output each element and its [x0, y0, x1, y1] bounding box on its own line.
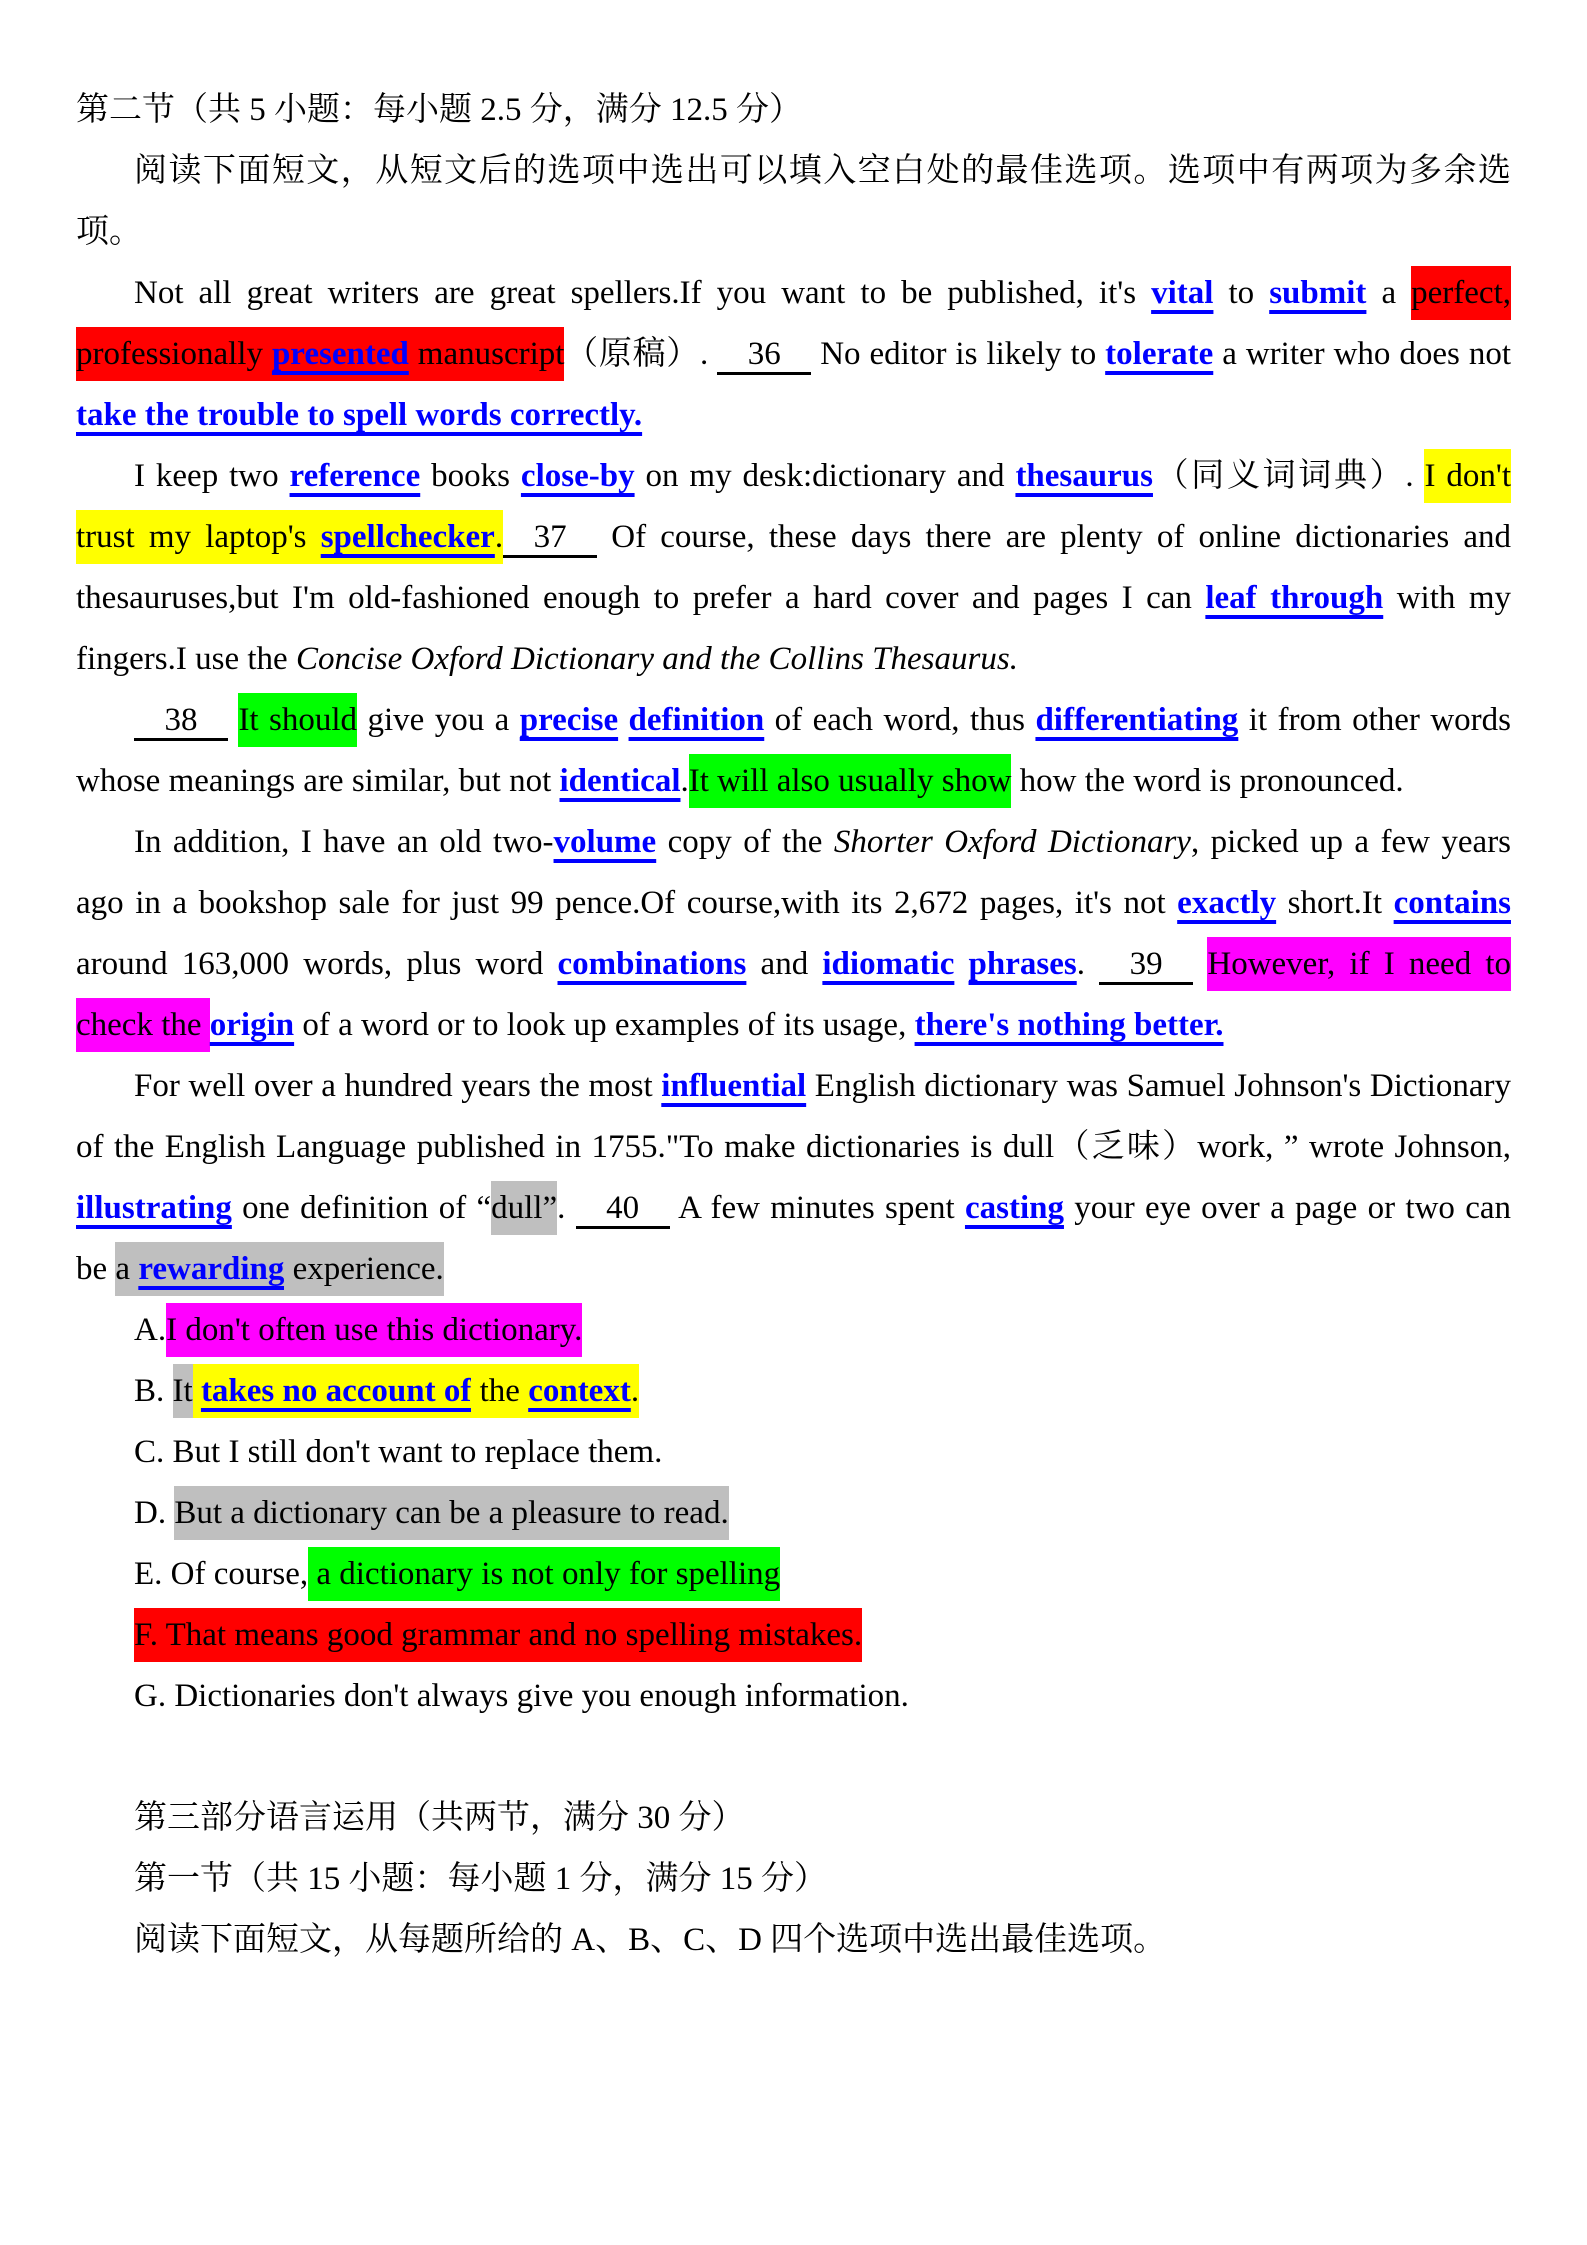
text-run: F. That means good grammar and no spelling mistakes.	[134, 1608, 862, 1662]
text-run: a	[115, 1242, 138, 1296]
text-run: D.	[134, 1495, 175, 1531]
text-run: （原稿）.	[564, 336, 718, 372]
section-2-heading	[76, 80, 1511, 141]
text-run: But a dictionary can be a pleasure to read.	[174, 1486, 728, 1540]
text-run: how the word is pronounced.	[1011, 763, 1404, 799]
text-run: It should	[238, 693, 357, 747]
text-run: B.	[134, 1373, 173, 1409]
option-d	[76, 1483, 1511, 1544]
option-g	[76, 1666, 1511, 1727]
text-run: G. Dictionaries don't always give you enough information.	[134, 1678, 909, 1714]
text-run: 第二节（共 5 小题：每小题 2.5 分，满分 12.5 分）	[76, 92, 802, 128]
text-run: tolerate	[1105, 336, 1214, 372]
passage-para-3	[76, 690, 1511, 812]
text-run: there's nothing better.	[914, 1007, 1224, 1043]
option-f	[76, 1605, 1511, 1666]
text-run: books	[420, 458, 521, 494]
text-run: takes no account of	[201, 1364, 471, 1418]
answer-blank-40: 40	[576, 1191, 670, 1229]
text-run: A.	[134, 1312, 167, 1348]
section-2-instructions	[76, 141, 1511, 263]
answer-blank-37: 37	[503, 520, 597, 558]
text-run: rewarding	[138, 1242, 284, 1296]
text-run: Shorter Oxford Dictionary	[833, 824, 1191, 860]
text-run: a dictionary is not only for spelling	[308, 1547, 780, 1601]
text-run: 第三部分语言运用（共两节，满分 30 分）	[134, 1800, 745, 1836]
option-a	[76, 1300, 1511, 1361]
text-run: origin	[209, 1007, 295, 1043]
text-run: it from other words whose meanings are similar, but not	[76, 702, 1512, 799]
passage-para-4	[76, 812, 1511, 1056]
text-run: contains	[1393, 885, 1511, 921]
text-run	[193, 1364, 201, 1418]
passage-para-1	[76, 263, 1511, 446]
text-run: perfect, professionally	[76, 266, 1511, 381]
answer-blank-38: 38	[134, 703, 228, 741]
part-3-section-1-heading	[76, 1849, 1511, 1910]
text-run: , picked up a few years ago in a bookshop sale for just 99 pence.Of course,with its 2,672 pages, it's not	[76, 824, 1512, 921]
text-run: No editor is likely to	[811, 336, 1106, 372]
text-run: （同义词词典）.	[1152, 458, 1425, 494]
text-run: influential	[661, 1068, 807, 1104]
text-run: Not all great writers are great spellers.If you want to be published, it's	[134, 275, 1152, 311]
text-run: For well over a hundred years the most	[134, 1068, 662, 1104]
text-run: and	[746, 946, 823, 982]
option-b	[76, 1361, 1511, 1422]
text-run: I don't often use this dictionary.	[166, 1303, 582, 1357]
text-run: .	[680, 763, 689, 799]
text-run: to	[1213, 275, 1270, 311]
text-run: with my fingers.I use the	[76, 580, 1512, 677]
text-run: of a word or to look up examples of its usage,	[294, 1007, 915, 1043]
passage-para-2	[76, 446, 1511, 690]
text-run: manuscript	[409, 327, 565, 381]
answer-blank-39: 39	[1099, 947, 1193, 985]
text-run: give you a	[357, 702, 520, 738]
text-run: 阅读下面短文，从短文后的选项中选出可以填入空白处的最佳选项。选项中有两项为多余选项。	[76, 153, 1511, 250]
text-run: context	[528, 1364, 631, 1418]
text-run: Of course, these days there are plenty of online dictionaries and thesauruses,but I'm old-fashioned enough to prefer a hard cover and pages I can	[76, 519, 1512, 616]
text-run: A few minutes spent	[669, 1190, 965, 1226]
text-run: 第一节（共 15 小题：每小题 1 分，满分 15 分）	[134, 1861, 827, 1897]
text-run: .	[631, 1364, 639, 1418]
text-run: In addition, I have an old two-	[134, 824, 554, 860]
text-run: differentiating	[1035, 702, 1239, 738]
text-run	[76, 1739, 84, 1775]
text-run: identical	[559, 763, 681, 799]
text-run: exactly	[1177, 885, 1277, 921]
text-run: dull”	[491, 1181, 557, 1235]
text-run: a	[1366, 275, 1412, 311]
text-run: E. Of course,	[134, 1556, 309, 1592]
text-run: one definition of “	[231, 1190, 492, 1226]
part-3-instructions	[76, 1910, 1511, 1971]
text-run: your eye over a page or two can be	[76, 1190, 1511, 1287]
option-e	[76, 1544, 1511, 1605]
text-run	[1193, 946, 1207, 982]
passage-para-5	[76, 1056, 1511, 1300]
text-run: Concise Oxford Dictionary and the Collins Thesaurus.	[295, 641, 1018, 677]
text-run: short.It	[1276, 885, 1394, 921]
text-run: 阅读下面短文，从每题所给的 A、B、C、D 四个选项中选出最佳选项。	[134, 1922, 1167, 1958]
answer-blank-36: 36	[717, 337, 811, 375]
text-run: illustrating	[76, 1190, 232, 1226]
text-run: .	[495, 510, 503, 564]
text-run: close-by	[520, 458, 635, 494]
text-run: casting	[964, 1190, 1064, 1226]
text-run: definition	[628, 702, 765, 738]
option-c	[76, 1422, 1511, 1483]
text-run: reference	[289, 458, 421, 494]
text-run: a writer who does not	[1213, 336, 1512, 372]
text-run: submit	[1269, 275, 1367, 311]
text-run: spellchecker	[321, 510, 495, 564]
text-run	[228, 702, 238, 738]
text-run: It	[173, 1364, 193, 1418]
text-run: combinations	[557, 946, 747, 982]
text-run: volume	[553, 824, 657, 860]
text-run: precise	[519, 702, 619, 738]
text-run: the	[471, 1364, 528, 1418]
text-run: thesaurus	[1015, 458, 1153, 494]
text-run: However, if I need to check the	[76, 937, 1511, 1052]
text-run: on my desk:dictionary and	[634, 458, 1016, 494]
text-run: take the trouble to spell words correctly.	[76, 397, 643, 433]
text-run: experience.	[284, 1242, 443, 1296]
text-run: leaf through	[1205, 580, 1384, 616]
text-run: of each word, thus	[764, 702, 1036, 738]
text-run: C. But I still don't want to replace them.	[134, 1434, 663, 1470]
text-run: It will also usually show	[689, 754, 1012, 808]
text-run: around 163,000 words, plus word	[76, 946, 558, 982]
text-run: copy of the	[656, 824, 834, 860]
text-run: .	[1076, 946, 1100, 982]
text-run	[618, 702, 628, 738]
text-run: English dictionary was Samuel Johnson's Dictionary of the English Language published in 1755."To make dictionaries is dull（乏味）work, ” wrote Johnson,	[76, 1068, 1511, 1165]
spacer	[76, 1727, 1511, 1788]
text-run: vital	[1151, 275, 1214, 311]
text-run: presented	[272, 327, 409, 381]
text-run	[954, 946, 968, 982]
text-run: I don't trust my laptop's	[76, 449, 1511, 564]
text-run: idiomatic	[822, 946, 955, 982]
text-run: I keep two	[134, 458, 290, 494]
text-run: phrases	[968, 946, 1077, 982]
part-3-heading	[76, 1788, 1511, 1849]
text-run: .	[557, 1190, 576, 1226]
